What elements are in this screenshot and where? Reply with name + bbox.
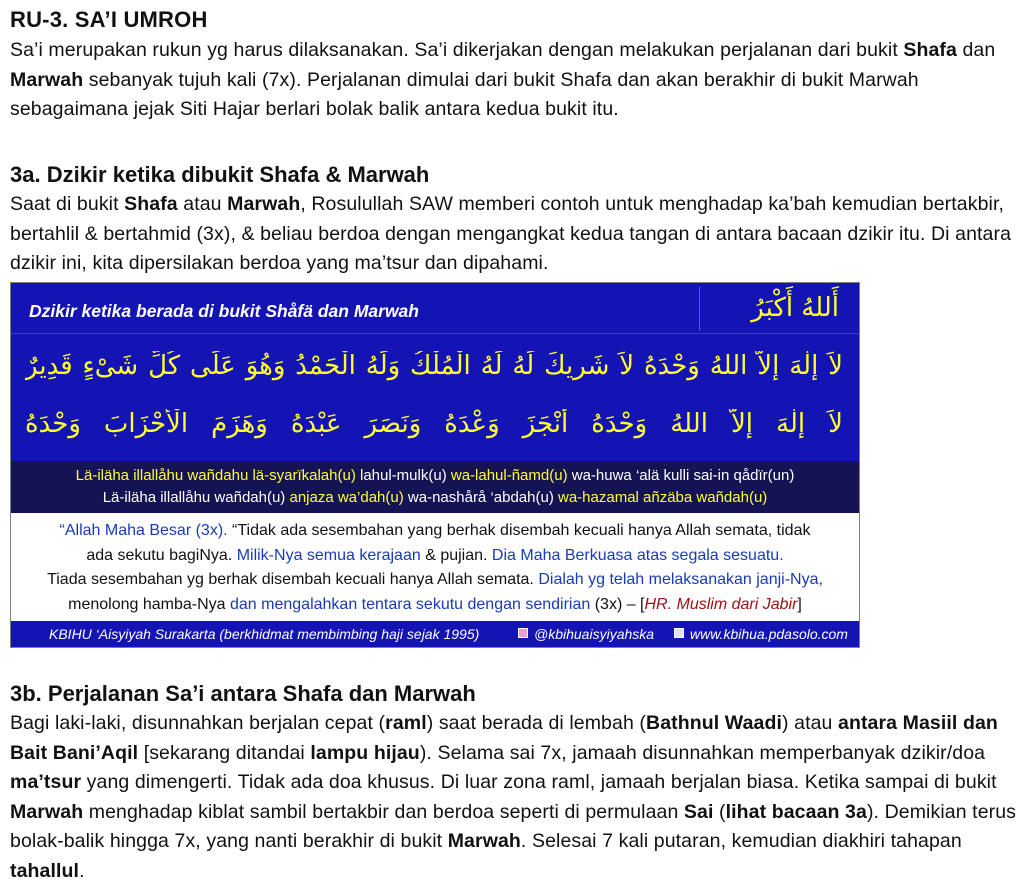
text-run: & pujian. — [420, 546, 492, 564]
translation-line-1 — [11, 519, 859, 544]
footer-instagram[interactable] — [518, 621, 654, 647]
dzikir-card — [10, 282, 860, 648]
bold-term: antara Masiil dan Bait Bani’Aqil — [10, 712, 998, 764]
bold-term: Bathnul Waadi — [646, 712, 783, 734]
text-run: , Rosulullah SAW memberi contoh untuk menghadap ka’bah kemudian bertakbir, bertahlil & bertahmid (3x), & beliau berdoa dengan mengangkat kedua tangan di antara bacaan dzikir itu. Di antara dzikir ini, kita dipersilakan berdoa yang ma’tsur dan dipahami. — [10, 193, 1012, 274]
text-run: Saat di bukit — [10, 193, 125, 215]
bold-term: Marwah — [10, 800, 84, 823]
arabic-line-2: لاَ إِلٰهَ إِلاَّ اللهُ وَحْدَهُ أَنْجَزَ وَعْدَهُ وَنَصَرَ عَبْدَهُ وَهَزَمَ الْأَحْزَابَ وَحْدَهُ — [25, 409, 843, 439]
dzikir-card-footer — [11, 621, 859, 647]
text-run: ) saat berada di lembah ( — [426, 712, 647, 734]
text-run: Lä-iläha illallåhu wañdah(u) — [102, 489, 290, 506]
transliteration-line-2 — [11, 487, 859, 509]
bold-term: Marwah — [227, 193, 301, 215]
section-paragraph — [10, 190, 1024, 279]
divider — [699, 287, 700, 331]
text-run: ) atau — [782, 712, 838, 734]
arabic-line-1: لاَ إِلٰهَ إِلاَّ اللهُ وَحْدَهُ لاَ شَرِيكَ لَهُ لَهُ الْمُلْكُ وَلَهُ الْحَمْدُ وَهُوَ عَلَى كُلِّ شَىْءٍ قَدِيرٌ — [25, 351, 843, 381]
divider — [11, 333, 859, 334]
text-run: “Tidak ada sesembahan yang berhak disembah kecuali hanya Allah semata, tidak — [227, 522, 811, 539]
section-perjalanan-sai — [10, 679, 1024, 886]
text-run: sebanyak tujuh kali (7x). Perjalanan dimulai dari bukit Shafa dan akan berakhir di bukit Marwah sebagaimana jejak Siti Hajar berlari bolak balik antara kedua bukit itu. — [10, 68, 919, 120]
bold-term: Shafa — [124, 193, 178, 215]
bold-term: Sai — [683, 800, 714, 823]
translation-line-3 — [11, 568, 859, 593]
section-title: 3b. Perjalanan Sa’i antara Shafa dan Marwah — [10, 681, 476, 706]
bold-term: Shafa — [903, 39, 957, 61]
translation-block — [11, 515, 859, 619]
bold-term: Marwah — [447, 830, 521, 852]
text-run: (3x) – [ — [590, 595, 645, 613]
text-run: ). Demikian terus bolak-balik hingga 7x, yang nanti berakhir di bukit — [10, 800, 1017, 852]
text-run: Dia Maha Berkuasa atas segala sesuatu. — [491, 546, 784, 564]
section-sai-umroh — [10, 4, 1024, 125]
globe-icon — [674, 628, 684, 638]
footer-website[interactable] — [674, 621, 848, 647]
text-run: ada sekutu bagiNya. — [86, 546, 237, 564]
section-title: 3a. Dzikir ketika dibukit Shafa & Marwah — [10, 162, 430, 187]
text-run: . Selesai 7 kali putaran, kemudian diakhiri tahapan — [520, 830, 962, 852]
translation-line-4 — [11, 593, 859, 618]
text-run: lahul-mulk(u) — [355, 467, 451, 484]
text-run: wa-huwa ‘alä kulli sai-in qådïr(un) — [567, 467, 795, 484]
text-run: atau — [177, 193, 228, 215]
text-run: wa-lahul-ñamd(u) — [450, 467, 568, 484]
footer-website-url: www.kbihua.pdasolo.com — [690, 626, 848, 642]
dzikir-card-header — [11, 283, 859, 461]
text-run: Milik-Nya semua kerajaan — [236, 546, 421, 564]
text-run: Lä-iläha illallåhu wañdahu lä-syarïkalah(u) — [75, 467, 356, 484]
text-run: anjaza wa’dah(u) — [289, 489, 404, 506]
text-run: “Allah Maha Besar (3x). — [59, 522, 228, 539]
transliteration-line-1 — [11, 465, 859, 487]
text-run: yang dimengerti. Tidak ada doa khusus. Di luar zona raml, jamaah berjalan biasa. Ketika sampai di bukit — [81, 771, 997, 793]
text-run: ] — [797, 595, 802, 613]
instagram-icon — [518, 628, 528, 638]
text-run: wa-hazamal añzäba wañdah(u) — [558, 489, 768, 506]
text-run: [sekarang ditandai — [138, 741, 311, 764]
footer-organization: KBIHU ‘Aisyiyah Surakarta (berkhidmat membimbing haji sejak 1995) — [49, 626, 480, 642]
takbir-arabic: أَللهُ أَكْبَرُ — [751, 293, 839, 323]
translation-line-2 — [11, 544, 859, 569]
section-paragraph — [10, 36, 1024, 125]
text-run: wa-nashårå ‘abdah(u) — [403, 489, 558, 506]
text-run: Tiada sesembahan yg berhak disembah kecuali hanya Allah semata. — [47, 571, 539, 588]
footer-instagram-handle: @kbihuaisyiyahska — [534, 626, 655, 642]
dzikir-card-title: Dzikir ketika berada di bukit Shåfä dan Marwah — [29, 301, 419, 321]
text-run: dan — [956, 39, 996, 61]
text-run: ). Selama sai 7x, jamaah disunnahkan memperbanyak dzikir/doa — [419, 741, 986, 764]
text-run: Dialah yg telah melaksanakan janji-Nya, — [538, 571, 823, 588]
bold-term: ma’tsur — [10, 771, 82, 793]
section-dzikir — [10, 160, 1024, 279]
text-run: menghadap kiblat sambil bertakbir dan berdoa seperti di permulaan — [83, 800, 684, 823]
bold-term: Marwah — [10, 68, 84, 91]
text-run: menolong hamba-Nya — [68, 595, 230, 613]
section-paragraph — [10, 709, 1024, 886]
transliteration-block — [11, 461, 859, 513]
bold-term: raml — [385, 712, 427, 734]
bold-term: lampu hijau — [310, 741, 420, 764]
section-title: RU-3. SA’I UMROH — [10, 7, 208, 32]
text-run: ( — [713, 800, 726, 823]
text-run: Sa’i merupakan rukun yg harus dilaksanakan. Sa’i dikerjakan dengan melakukan perjalanan dari bukit — [10, 39, 904, 61]
bold-term: tahallul — [10, 859, 80, 882]
bold-term: lihat bacaan 3a — [725, 800, 867, 823]
text-run: . — [79, 859, 85, 882]
text-run: Bagi laki-laki, disunnahkan berjalan cepat ( — [10, 712, 386, 734]
text-run: HR. Muslim dari Jabir — [644, 595, 798, 613]
text-run: dan mengalahkan tentara sekutu dengan sendirian — [230, 595, 591, 613]
